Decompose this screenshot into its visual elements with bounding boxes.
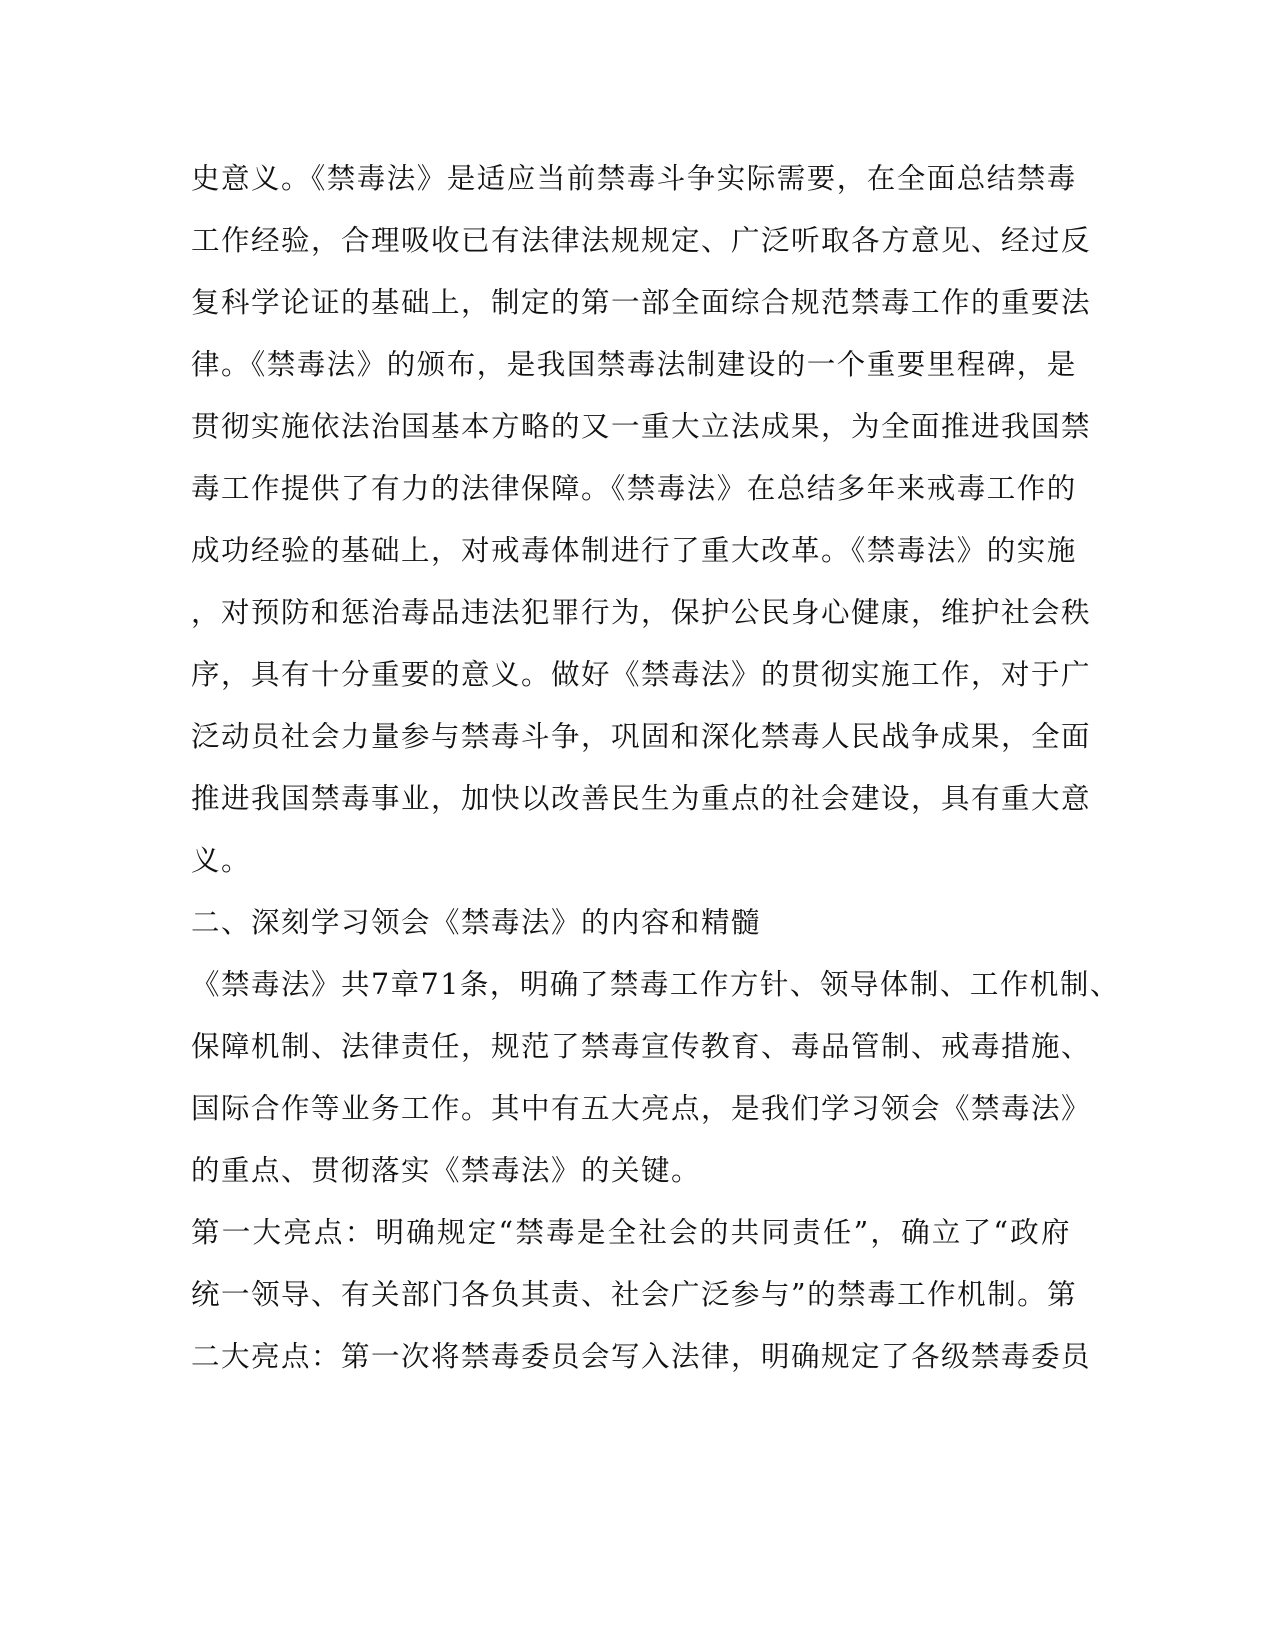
text-line: 泛动员社会力量参与禁毒斗争，巩固和深化禁毒人民战争成果，全面 bbox=[191, 720, 1092, 753]
text-line: 成功经验的基础上，对戒毒体制进行了重大改革。《禁毒法》的实施 bbox=[191, 534, 1077, 567]
text-line: 二大亮点：第一次将禁毒委员会写入法律，明确规定了各级禁毒委员 bbox=[191, 1340, 1092, 1373]
text-line: 律。《禁毒法》的颁布，是我国禁毒法制建设的一个重要里程碑，是 bbox=[191, 348, 1077, 381]
text-line: 工作经验，合理吸收已有法律法规规定、广泛听取各方意见、经过反 bbox=[191, 224, 1092, 257]
text-line: 贯彻实施依法治国基本方略的又一重大立法成果，为全面推进我国禁 bbox=[191, 410, 1092, 443]
text-line: 复科学论证的基础上，制定的第一部全面综合规范禁毒工作的重要法 bbox=[191, 286, 1092, 319]
text-line: 的重点、贯彻落实《禁毒法》的关键。 bbox=[191, 1154, 702, 1187]
text-line: 义。 bbox=[191, 844, 252, 877]
text-line: 统一领导、有关部门各负其责、社会广泛参与”的禁毒工作机制。第 bbox=[191, 1278, 1078, 1311]
text-line: ，对预防和惩治毒品违法犯罪行为，保护公民身心健康，维护社会秩 bbox=[191, 596, 1092, 629]
text-line: 史意义。《禁毒法》是适应当前禁毒斗争实际需要，在全面总结禁毒 bbox=[191, 162, 1077, 195]
text-line: 推进我国禁毒事业，加快以改善民生为重点的社会建设，具有重大意 bbox=[191, 782, 1092, 815]
text-line: 国际合作等业务工作。其中有五大亮点，是我们学习领会《禁毒法》 bbox=[191, 1092, 1092, 1125]
text-line: 序，具有十分重要的意义。做好《禁毒法》的贯彻实施工作，对于广 bbox=[191, 658, 1092, 691]
text-line: 《禁毒法》共7章71条，明确了禁毒工作方针、领导体制、工作机制、 bbox=[191, 968, 1120, 1001]
text-line: 毒工作提供了有力的法律保障。《禁毒法》在总结多年来戒毒工作的 bbox=[191, 472, 1077, 505]
text-line: 保障机制、法律责任，规范了禁毒宣传教育、毒品管制、戒毒措施、 bbox=[191, 1030, 1092, 1063]
section-heading: 二、深刻学习领会《禁毒法》的内容和精髓 bbox=[191, 906, 762, 939]
text-line: 第一大亮点：明确规定“禁毒是全社会的共同责任”，确立了“政府 bbox=[191, 1216, 1071, 1249]
